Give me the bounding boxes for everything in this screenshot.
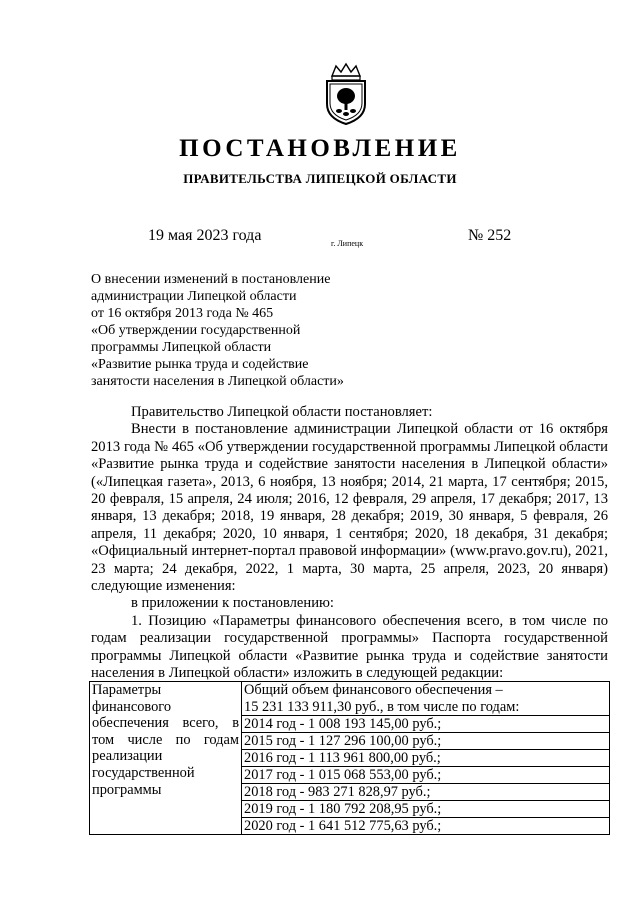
body-paragraph: в приложении к постановлению: xyxy=(131,595,334,612)
subject-line: от 16 октября 2013 года № 465 xyxy=(91,306,274,321)
cell-line: реализации xyxy=(92,748,163,765)
coat-of-arms-emblem xyxy=(322,62,370,126)
issuer-name: ПРАВИТЕЛЬСТВА ЛИПЕЦКОЙ ОБЛАСТИ xyxy=(183,171,457,186)
year-amount-row: 2017 год - 1 015 068 553,00 руб.; xyxy=(242,767,609,784)
subject-line: программы Липецкой области xyxy=(91,340,272,355)
cell-line: том числе по годам xyxy=(92,731,239,748)
document-city: г. Липецк xyxy=(331,239,364,248)
body-paragraph: Внести в постановление администрации Липецкой области от 16 октября 2013 года № 465 «Об утверждении государственной программы Липецкой области «Развитие рынка труда и содействие занятости населения в Липецкой области» («Липецкая газета», 2013, 6 ноября, 13 ноября; 2014, 21 марта, 17 сентября; 2015, 20 февраля, 15 апреля, 24 июля; 2016, 12 февраля, 29 апреля, 17 декабря; 2017, 13 января, 13 декабря; 2018, 19 января, 28 декабря; 2019, 30 января, 5 февраля, 26 апреля, 11 декабря; 2020, 10 января, 1 сентября; 2020, 18 декабря, 31 декабря; «Официальный интернет-портал правовой информации» (www.pravo.gov.ru), 2021, 23 марта; 24 декабря, 2022, 1 марта, 30 марта, 25 апреля, 2023, 20 января) следующие изменения: xyxy=(91,421,608,595)
year-amount-row: 2019 год - 1 180 792 208,95 руб.; xyxy=(242,801,609,818)
subject-line: администрации Липецкой области xyxy=(91,289,297,304)
document-title: ПОСТАНОВЛЕНИЕ xyxy=(179,135,461,162)
cell-line: обеспечения всего, в xyxy=(92,715,239,732)
year-amount-row: 2016 год - 1 113 961 800,00 руб.; xyxy=(242,750,609,767)
total-amount-line: 15 231 133 911,30 руб., в том числе по годам: xyxy=(242,699,609,716)
parameter-name-cell xyxy=(90,682,242,835)
intro-paragraph: Правительство Липецкой области постановляет: xyxy=(131,404,433,420)
document-number: № 252 xyxy=(468,227,512,244)
cell-line: программы xyxy=(92,781,162,798)
subject-line: занятости населения в Липецкой области» xyxy=(91,374,344,389)
document-body xyxy=(91,404,608,683)
parameter-value-cell xyxy=(242,682,610,835)
subject-line: О внесении изменений в постановление xyxy=(91,272,331,287)
year-amount-row: 2015 год - 1 127 296 100,00 руб.; xyxy=(242,733,609,750)
cell-line: государственной xyxy=(92,764,195,781)
year-amount-row: 2020 год - 1 641 512 775,63 руб.; xyxy=(244,817,442,834)
year-amount-row: 2014 год - 1 008 193 145,00 руб.; xyxy=(242,716,609,733)
cell-line: Параметры xyxy=(92,682,162,698)
year-amount-row: 2018 год - 983 271 828,97 руб.; xyxy=(242,784,609,801)
subject-line: «Об утверждении государственной xyxy=(91,323,301,338)
total-amount-line: Общий объем финансового обеспечения – xyxy=(244,682,503,698)
table-row xyxy=(90,682,610,835)
financing-table xyxy=(89,681,610,835)
document-subject xyxy=(91,271,344,390)
subject-line: «Развитие рынка труда и содействие xyxy=(91,357,309,372)
cell-line: финансового xyxy=(92,698,172,715)
document-date: 19 мая 2023 года xyxy=(148,227,262,244)
body-paragraph: 1. Позицию «Параметры финансового обеспечения всего, в том числе по годам реализации государственной программы» Паспорта государственной программы Липецкой области «Развитие рынка труда и содействие занятости населения в Липецкой области» изложить в следующей редакции: xyxy=(91,612,608,682)
